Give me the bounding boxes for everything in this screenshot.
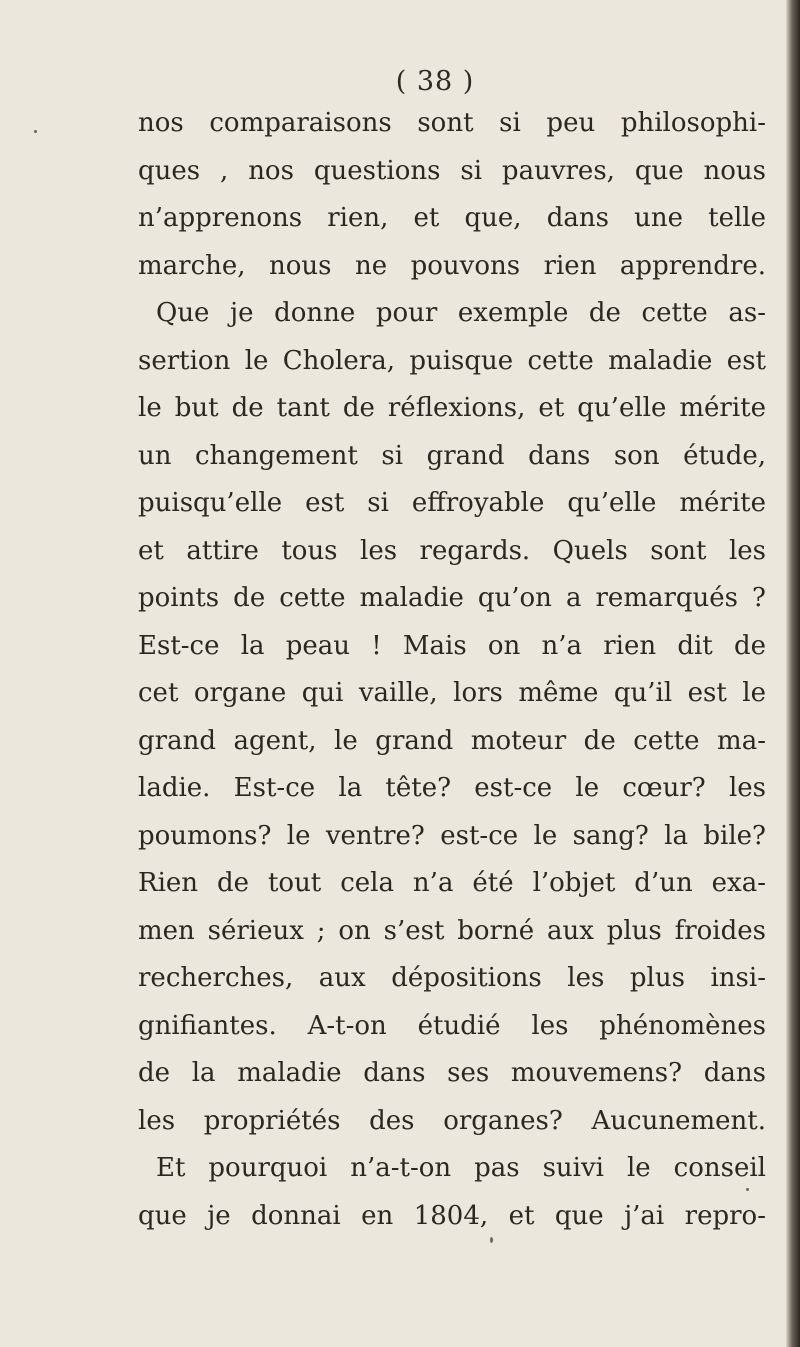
text-line: Rien de tout cela n’a été l’objet d’un exa- [138, 868, 766, 898]
text-line: cet organe qui vaille, lors même qu’il est le [138, 678, 766, 708]
text-line: gnifiantes. A-t-on étudié les phénomènes [138, 1010, 766, 1041]
paper-speck [490, 1237, 493, 1243]
text-line: sertion le Cholera, puisque cette maladie est [138, 345, 766, 376]
text-line: que je donnai en 1804, et que j’ai repro- [138, 1200, 766, 1231]
paragraph-start-line: Et pourquoi n’a-t-on pas suivi le conseil [156, 1153, 766, 1183]
text-line: nos comparaisons sont si peu philosophi- [138, 108, 766, 138]
text-line: de la maladie dans ses mouvemens? dans [138, 1058, 766, 1088]
text-line: marche, nous ne pouvons rien apprendre. [138, 250, 766, 281]
text-line: ques , nos questions si pauvres, que nous [138, 155, 766, 186]
text-line: puisqu’elle est si effroyable qu’elle mérite [138, 488, 766, 518]
paper-speck [746, 1188, 749, 1191]
paper-speck [34, 130, 37, 133]
paragraph-start-line: Que je donne pour exemple de cette as- [156, 298, 766, 328]
text-line: grand agent, le grand moteur de cette ma- [138, 725, 766, 756]
text-line: le but de tant de réflexions, et qu’elle mérite [138, 393, 766, 423]
text-line: recherches, aux dépositions les plus insi- [138, 963, 766, 993]
page-number: ( 38 ) [395, 66, 475, 97]
body-text [138, 100, 766, 1240]
text-line: ladie. Est-ce la tête? est-ce le cœur? les [138, 773, 766, 803]
text-line: et attire tous les regards. Quels sont les [138, 535, 766, 566]
text-line: un changement si grand dans son étude, [138, 440, 766, 471]
text-line: n’apprenons rien, et que, dans une telle [138, 203, 766, 233]
text-line: Est-ce la peau ! Mais on n’a rien dit de [138, 630, 766, 661]
text-line: men sérieux ; on s’est borné aux plus froides [138, 915, 766, 946]
text-line: les propriétés des organes? Aucunement. [138, 1105, 766, 1136]
text-line: poumons? le ventre? est-ce le sang? la bile? [138, 820, 766, 851]
text-line: points de cette maladie qu’on a remarqués ? [138, 583, 766, 613]
page-edge-shadow [786, 0, 800, 1347]
